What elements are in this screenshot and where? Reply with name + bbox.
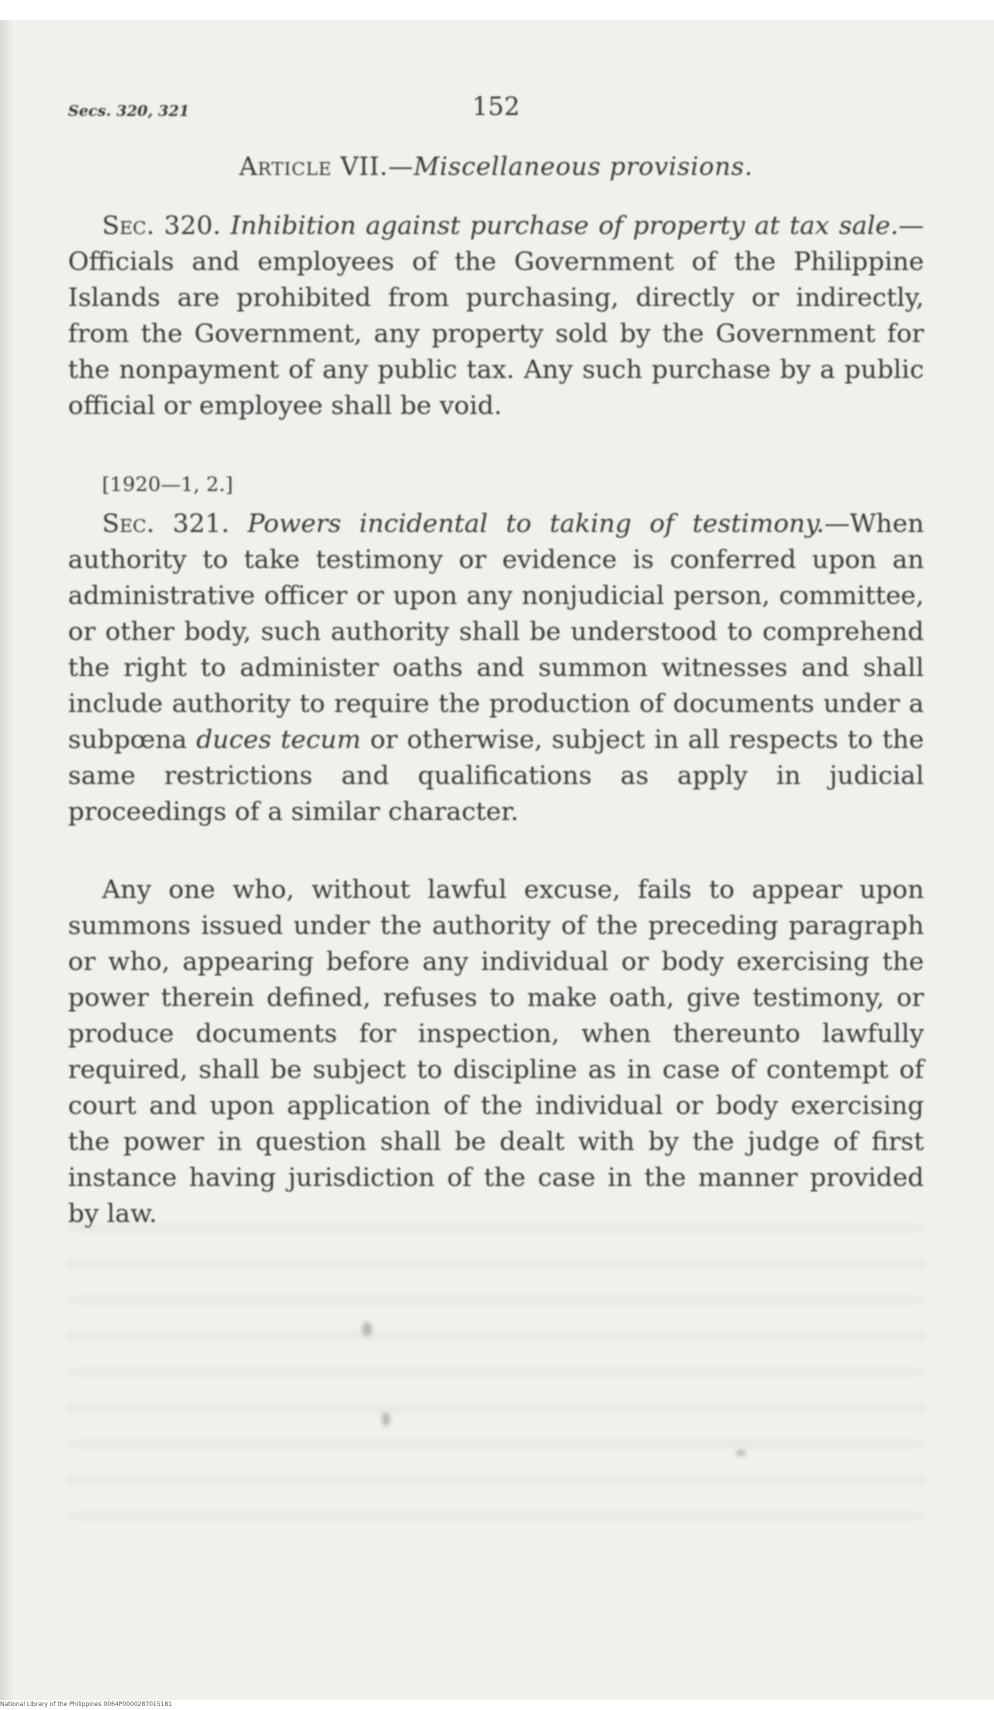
bleed-through-text — [68, 1225, 924, 1585]
smudge-mark — [736, 1450, 746, 1456]
scanned-page — [0, 20, 994, 1700]
section-320-body: —Officials and employees of the Government of the Philippine Islands are prohibited from purchasing, directly or indirectly, from the Government, any property sold by the Government for the nonpayment of any public tax. Any such purchase by a public official or employee shall be void. — [68, 211, 924, 421]
scan-edge-shadow — [0, 20, 14, 1700]
footer-watermark: National Library of the Philippines 0064P0000287015181 — [0, 1701, 172, 1708]
smudge-mark — [382, 1412, 390, 1426]
section-321-body-italic: duces tecum — [196, 725, 361, 755]
article-heading — [68, 152, 924, 181]
section-320-heading: Inhibition against purchase of property at tax sale. — [230, 211, 899, 241]
section-321-label: Sec. 321. — [102, 509, 230, 539]
article-title: —Miscellaneous provisions. — [388, 152, 753, 181]
section-320-paragraph — [68, 208, 924, 424]
smudge-mark — [362, 1322, 372, 1336]
section-321-body-part1: —When authority to take testimony or evidence is conferred upon an administrative officer or upon any nonjudicial person, committee, or other body, such authority shall be understood to comprehend the right to administer oaths and summon witnesses and shall include authority to require the production of documents under a subpœna — [68, 509, 924, 755]
section-321-paragraph-2: Any one who, without lawful excuse, fails to appear upon summons issued under the authority of the preceding paragraph or who, appearing before any individual or body exercising the power therein defined, refuses to make oath, give testimony, or produce documents for inspection, when thereunto lawfully required, shall be subject to discipline as in case of contempt of court and upon application of the individual or body exercising the power in question shall be dealt with by the judge of first instance having jurisdiction of the case in the manner provided by law. — [68, 875, 924, 1229]
page-number: 152 — [472, 92, 520, 121]
section-321-body-part2: or otherwise, subject in all respects to the same restrictions and qualifications as apply in judicial proceedings of a similar character. — [68, 725, 924, 827]
running-head — [68, 82, 924, 122]
section-320-label: Sec. 320. — [102, 211, 221, 241]
section-321-paragraph-1 — [68, 506, 924, 830]
article-label: Article VII. — [239, 152, 389, 181]
section-reference: Secs. 320, 321 — [68, 102, 190, 120]
citation: [1920—1, 2.] — [102, 472, 234, 496]
section-321-heading: Powers incidental to taking of testimony. — [247, 509, 825, 539]
